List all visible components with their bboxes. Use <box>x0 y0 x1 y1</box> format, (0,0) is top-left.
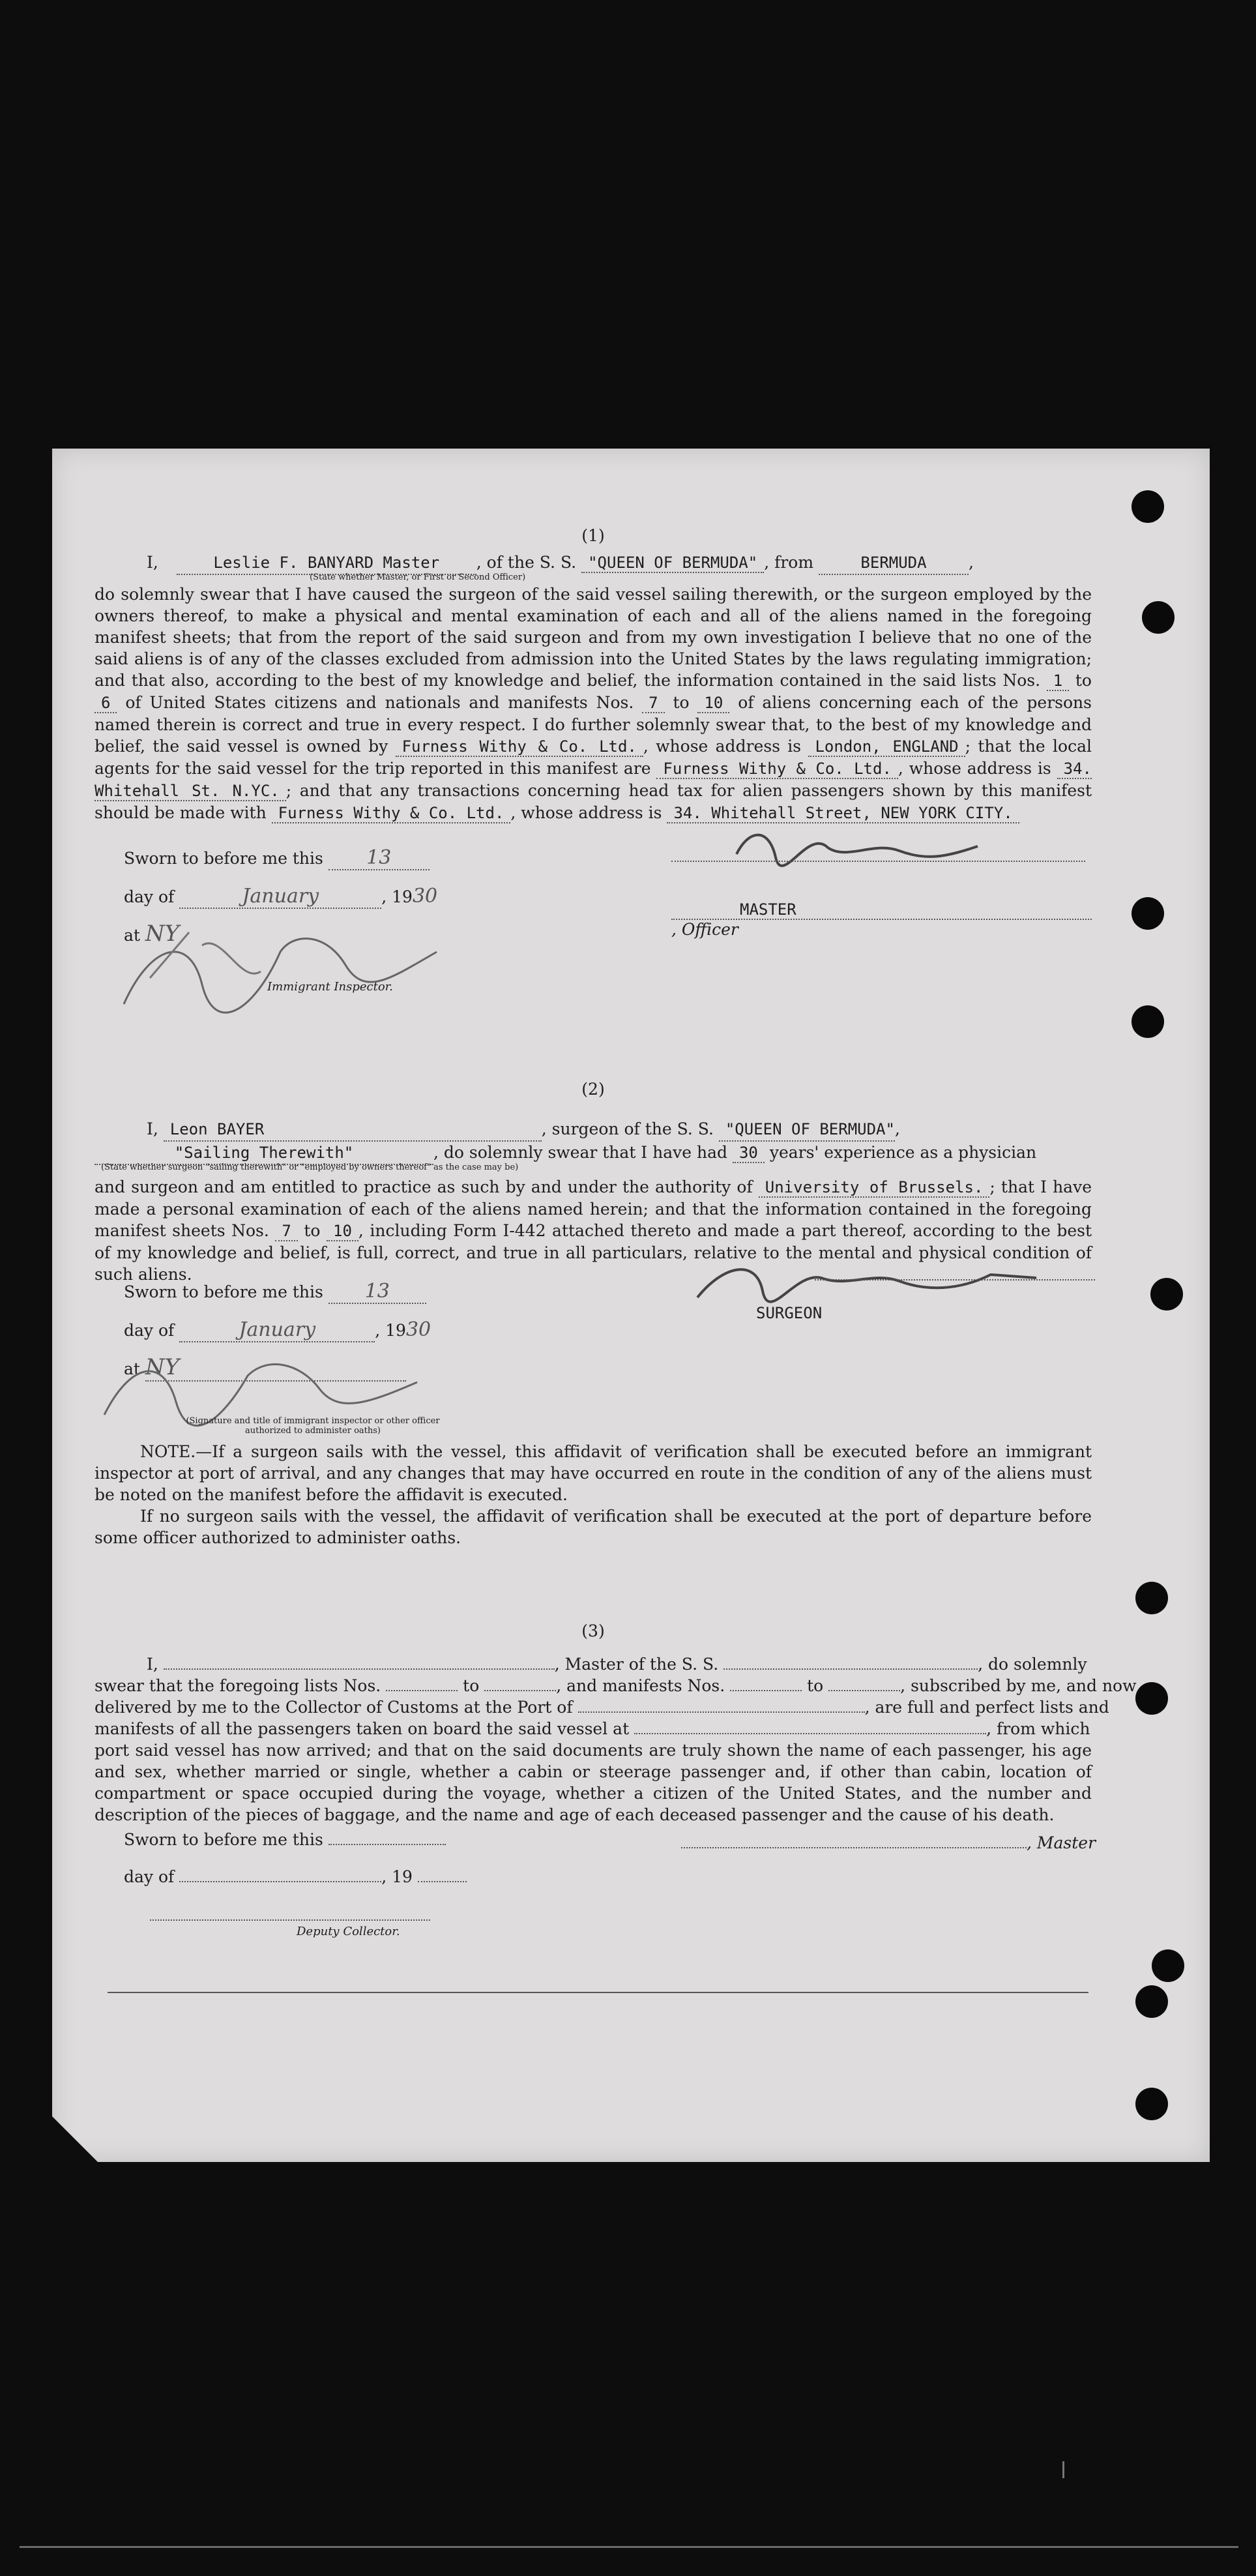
agents-address-field: 34. Whitehall St. N.YC. <box>95 760 1092 800</box>
master-of-label: , Master of the S. S. <box>554 1655 719 1674</box>
manifest-from-field: 7 <box>642 694 664 713</box>
oath-text: , whose address is <box>643 737 802 756</box>
year-prefix: , 19 <box>381 887 413 906</box>
owner-field: Furness Withy & Co. Ltd. <box>396 737 643 757</box>
blank-field <box>150 1919 430 1921</box>
lists-to-field: 6 <box>95 694 117 713</box>
oath-text: years' experience as a physician <box>769 1143 1037 1162</box>
oath-text: swear that the foregoing lists Nos. <box>95 1676 381 1695</box>
surgeon-name-field: Leon BAYER <box>164 1119 542 1142</box>
blank-field <box>634 1733 986 1734</box>
oath-text: manifests of all the passengers taken on board the said vessel at <box>95 1719 630 1738</box>
note-label: NOTE. <box>140 1442 196 1461</box>
sworn-day: 13 <box>329 846 430 870</box>
sheets-from-field: 7 <box>275 1222 297 1241</box>
punch-hole <box>1135 2088 1168 2120</box>
oath-text: , whose address is <box>510 803 662 822</box>
officer-label: , Officer <box>671 920 738 939</box>
sworn-place: NY <box>145 1354 406 1382</box>
blank-field <box>578 1711 865 1713</box>
master-name-field: Leslie F. BANYARD Master <box>177 552 476 575</box>
section-number: (2) <box>581 1080 605 1099</box>
oath-text: ; and that any transactions concerning head tax for alien passengers shown by this manifest should be made with <box>95 781 1092 822</box>
oath-text: , are full and perfect lists and <box>864 1698 1109 1717</box>
oath-text: ; that the local agents for the said vessel for the trip reported in this manifest are <box>95 737 1092 778</box>
blank-field <box>164 1668 555 1670</box>
stray-mark <box>1062 2461 1064 2478</box>
sworn-year: 30 <box>412 885 438 908</box>
sworn-label: Sworn to before me this <box>124 1830 323 1849</box>
punch-hole <box>1135 1682 1168 1715</box>
section-3 <box>95 1620 1137 1826</box>
master-note: (State whether Master, or First or Second Officer) <box>310 572 526 582</box>
master-signature <box>723 822 984 874</box>
surgeon-title: SURGEON <box>756 1304 823 1322</box>
i-label: I, <box>147 1119 158 1138</box>
oath-text: of aliens concerning each of the persons named therein is correct and true in every respect. I do further solemnly swear that, to the best of my knowledge and belief, the said vessel is owned by <box>95 693 1092 756</box>
oath-text: , including Form I-442 attached thereto and made a part thereof, according to the best of my knowledge and belief, is full, correct, and true in all particulars, relative to the mental and physical condition of such aliens. <box>95 1221 1092 1284</box>
oath-text: of United States citizens and nationals and manifests Nos. <box>125 693 634 712</box>
to-label: to <box>304 1221 321 1240</box>
day-of-label: day of <box>124 1867 175 1886</box>
master-label: , Master <box>1027 1833 1096 1852</box>
oath-text: , and manifests Nos. <box>556 1676 725 1695</box>
oath-text: , subscribed by me, and now <box>900 1676 1137 1695</box>
sheets-to-field: 10 <box>327 1222 358 1241</box>
oath-text: ; that I have made a personal examination of each of the aliens named herein; and that the information contained in the foregoing manifest sheets Nos. <box>95 1177 1092 1240</box>
i-label: I, <box>147 553 158 572</box>
inspector-label: Immigrant Inspector. <box>267 980 394 994</box>
punch-hole <box>1132 490 1164 523</box>
section-number: (1) <box>581 526 605 545</box>
inspector-label: (Signature and title of immigrant inspector or other officer authorized to administer oaths) <box>186 1416 440 1436</box>
master-title-line <box>671 900 1088 939</box>
agents-field: Furness Withy & Co. Ltd. <box>656 760 898 779</box>
oath-text: delivered by me to the Collector of Customs at the Port of <box>95 1698 573 1717</box>
punch-hole <box>1132 1005 1164 1038</box>
oath-text: , do solemnly <box>978 1655 1087 1674</box>
headtax-address-field: 34. Whitehall Street, NEW YORK CITY. <box>667 804 1019 823</box>
oath-text: , from which <box>986 1719 1090 1738</box>
year-prefix: , 19 <box>381 1867 413 1886</box>
blank-field <box>418 1881 467 1882</box>
oath-text: and surgeon and am entitled to practice as such by and under the authority of <box>95 1177 753 1196</box>
blank-field <box>179 1881 381 1882</box>
i-label: I, <box>147 1655 158 1674</box>
inspector-signature <box>91 1343 430 1428</box>
owner-address-field: London, ENGLAND <box>808 737 965 757</box>
section-2: (2) I, Leon BAYER , surgeon of the S. S. "QUEEN OF BERMUDA", "Sailing Therewith" , do solemnly swear that I have had 30 years' experience as a physician (State whether surgeon "sailing therewith" or "employed by owners thereof" as the case may be) and surgeon and am entitled to practice as such by and under the authority of University of Brussels. ; that I have made a personal examination of each of the aliens named herein; and that the information contained in the foregoing manifest sheets Nos. 7 to 10 , including Form I-442 attached thereto and made a part thereof, according to the best of my knowledge and belief, is full, correct, and true in all particulars, relative to the mental and physical condition of such aliens. <box>95 1080 1092 1284</box>
blank-field <box>329 1844 446 1845</box>
sworn-label: Sworn to before me this <box>124 849 323 868</box>
surgeon-signature-line <box>815 1279 1095 1281</box>
to-label: to <box>1075 671 1092 690</box>
section-2-note <box>95 1441 1092 1548</box>
note-text-2: If no surgeon sails with the vessel, the affidavit of verification shall be executed at the port of departure before some officer authorized to administer oaths. <box>95 1507 1092 1547</box>
of-ss-label: , of the S. S. <box>476 553 577 572</box>
headtax-agent-field: Furness Withy & Co. Ltd. <box>272 804 511 823</box>
sailing-field: "Sailing Therewith" <box>95 1142 433 1165</box>
sworn-month: January <box>179 885 381 909</box>
at-label: at <box>124 926 140 945</box>
sworn-block-3 <box>124 1830 467 1938</box>
blank-field <box>681 1847 1027 1848</box>
blank-field <box>828 1690 900 1691</box>
year-prefix: , 19 <box>375 1321 406 1340</box>
sworn-month: January <box>179 1318 375 1342</box>
sworn-place: NY <box>145 921 180 947</box>
sworn-year: 30 <box>405 1318 431 1341</box>
day-of-label: day of <box>124 1321 175 1340</box>
section-number: (3) <box>581 1621 605 1640</box>
collector-label: Deputy Collector. <box>297 1925 400 1938</box>
blank-field <box>484 1690 556 1691</box>
master-title: MASTER <box>671 900 1092 920</box>
sailing-note: (State whether surgeon "sailing therewith" or "employed by owners thereof" as the case may be) <box>101 1162 519 1172</box>
port-field: BERMUDA <box>819 552 969 575</box>
oath-text: port said vessel has now arrived; and that on the said documents are truly shown the name of each passenger, his age and sex, whether married or single, whether a cabin or steerage passenger and, if other than cabin, location of compartment or space occupied during the voyage, whether a citizen of the United States, and the number and description of the pieces of baggage, and the name and age of each deceased passenger and the cause of his death. <box>95 1741 1092 1824</box>
vessel-field: "QUEEN OF BERMUDA" <box>581 554 764 573</box>
from-label: , from <box>764 553 814 572</box>
scan-edge <box>20 2546 1238 2548</box>
sworn-label: Sworn to before me this <box>124 1282 323 1301</box>
blank-field <box>386 1690 458 1691</box>
years-field: 30 <box>733 1144 765 1163</box>
torn-corner <box>39 2103 111 2175</box>
punch-hole <box>1142 601 1175 634</box>
day-of-label: day of <box>124 887 175 906</box>
to-label: to <box>673 693 690 712</box>
blank-field <box>723 1668 978 1670</box>
blank-field <box>730 1690 802 1691</box>
punch-hole <box>1150 1278 1183 1310</box>
punch-hole <box>1135 1985 1168 2018</box>
manifest-to-field: 10 <box>697 694 729 713</box>
master-signature-line <box>671 861 1085 862</box>
note-text: —If a surgeon sails with the vessel, this affidavit of verification shall be executed before an immigrant inspector at port of arrival, and any changes that may have occurred en route in the condition of any of the aliens must be noted on the manifest before the affidavit is executed. <box>95 1442 1092 1504</box>
master-line-3 <box>681 1833 1096 1852</box>
punch-hole <box>1152 1949 1184 1982</box>
oath-text: , whose address is <box>898 759 1051 778</box>
lists-from-field: 1 <box>1047 672 1069 691</box>
oath-text: to <box>463 1676 480 1695</box>
oath-text: to <box>807 1676 824 1695</box>
sworn-day: 13 <box>329 1280 426 1304</box>
surgeon-of-label: , surgeon of the S. S. <box>541 1119 714 1138</box>
inspector-signature <box>111 906 450 1024</box>
at-label: at <box>124 1359 140 1378</box>
authority-field: University of Brussels. <box>759 1178 990 1198</box>
surgeon-signature <box>684 1252 1049 1310</box>
punch-hole <box>1135 1582 1168 1614</box>
section-1: (1) I, Leslie F. BANYARD Master , of the S. S. "QUEEN OF BERMUDA" , from BERMUDA , (State whether Master, or First or Second Officer) do solemnly swear that I have caused the surgeon of the said vessel sailing therewith, or the surgeon employed by the owners thereof, to make a physical and mental examination of each and all of the aliens named in the foregoing manifest sheets; that from the report of the said surgeon and from my own investigation I believe that no one of the said aliens is of any of the classes excluded from admission into the United States by the laws regulating immigration; and that also, according to the best of my knowledge and belief, the information contained in the said lists Nos. 1 to 6 of United States citizens and nationals and manifests Nos. 7 to 10 of aliens concerning each of the persons named therein is correct and true in every respect. I do further solemnly swear that, to the best of my knowledge and belief, the said vessel is owned by Furness Withy & Co. Ltd. , whose address is London, ENGLAND ; that the local agents for the said vessel for the trip reported in this manifest are Furness Withy & Co. Ltd. , whose address is 34. Whitehall St. N.YC. ; and that any transactions concerning head tax for alien passengers shown by this manifest should be made with Furness Withy & Co. Ltd. , whose address is 34. Whitehall Street, NEW YORK CITY. <box>95 526 1092 822</box>
punch-hole <box>1132 897 1164 930</box>
oath-text: , do solemnly swear that I have had <box>433 1143 728 1162</box>
oath-text: do solemnly swear that I have caused the surgeon of the said vessel sailing therewith, or the surgeon employed by the owners thereof, to make a physical and mental examination of each and all of the aliens named in the foregoing manifest sheets; that from the report of the said surgeon and from my own investigation I believe that no one of the said aliens is of any of the classes excluded from admission into the United States by the laws regulating immigration; and that also, according to the best of my knowledge and belief, the information contained in the said lists Nos. <box>95 585 1092 690</box>
bottom-rule <box>108 1992 1088 1993</box>
vessel-field: "QUEEN OF BERMUDA" <box>719 1119 895 1142</box>
